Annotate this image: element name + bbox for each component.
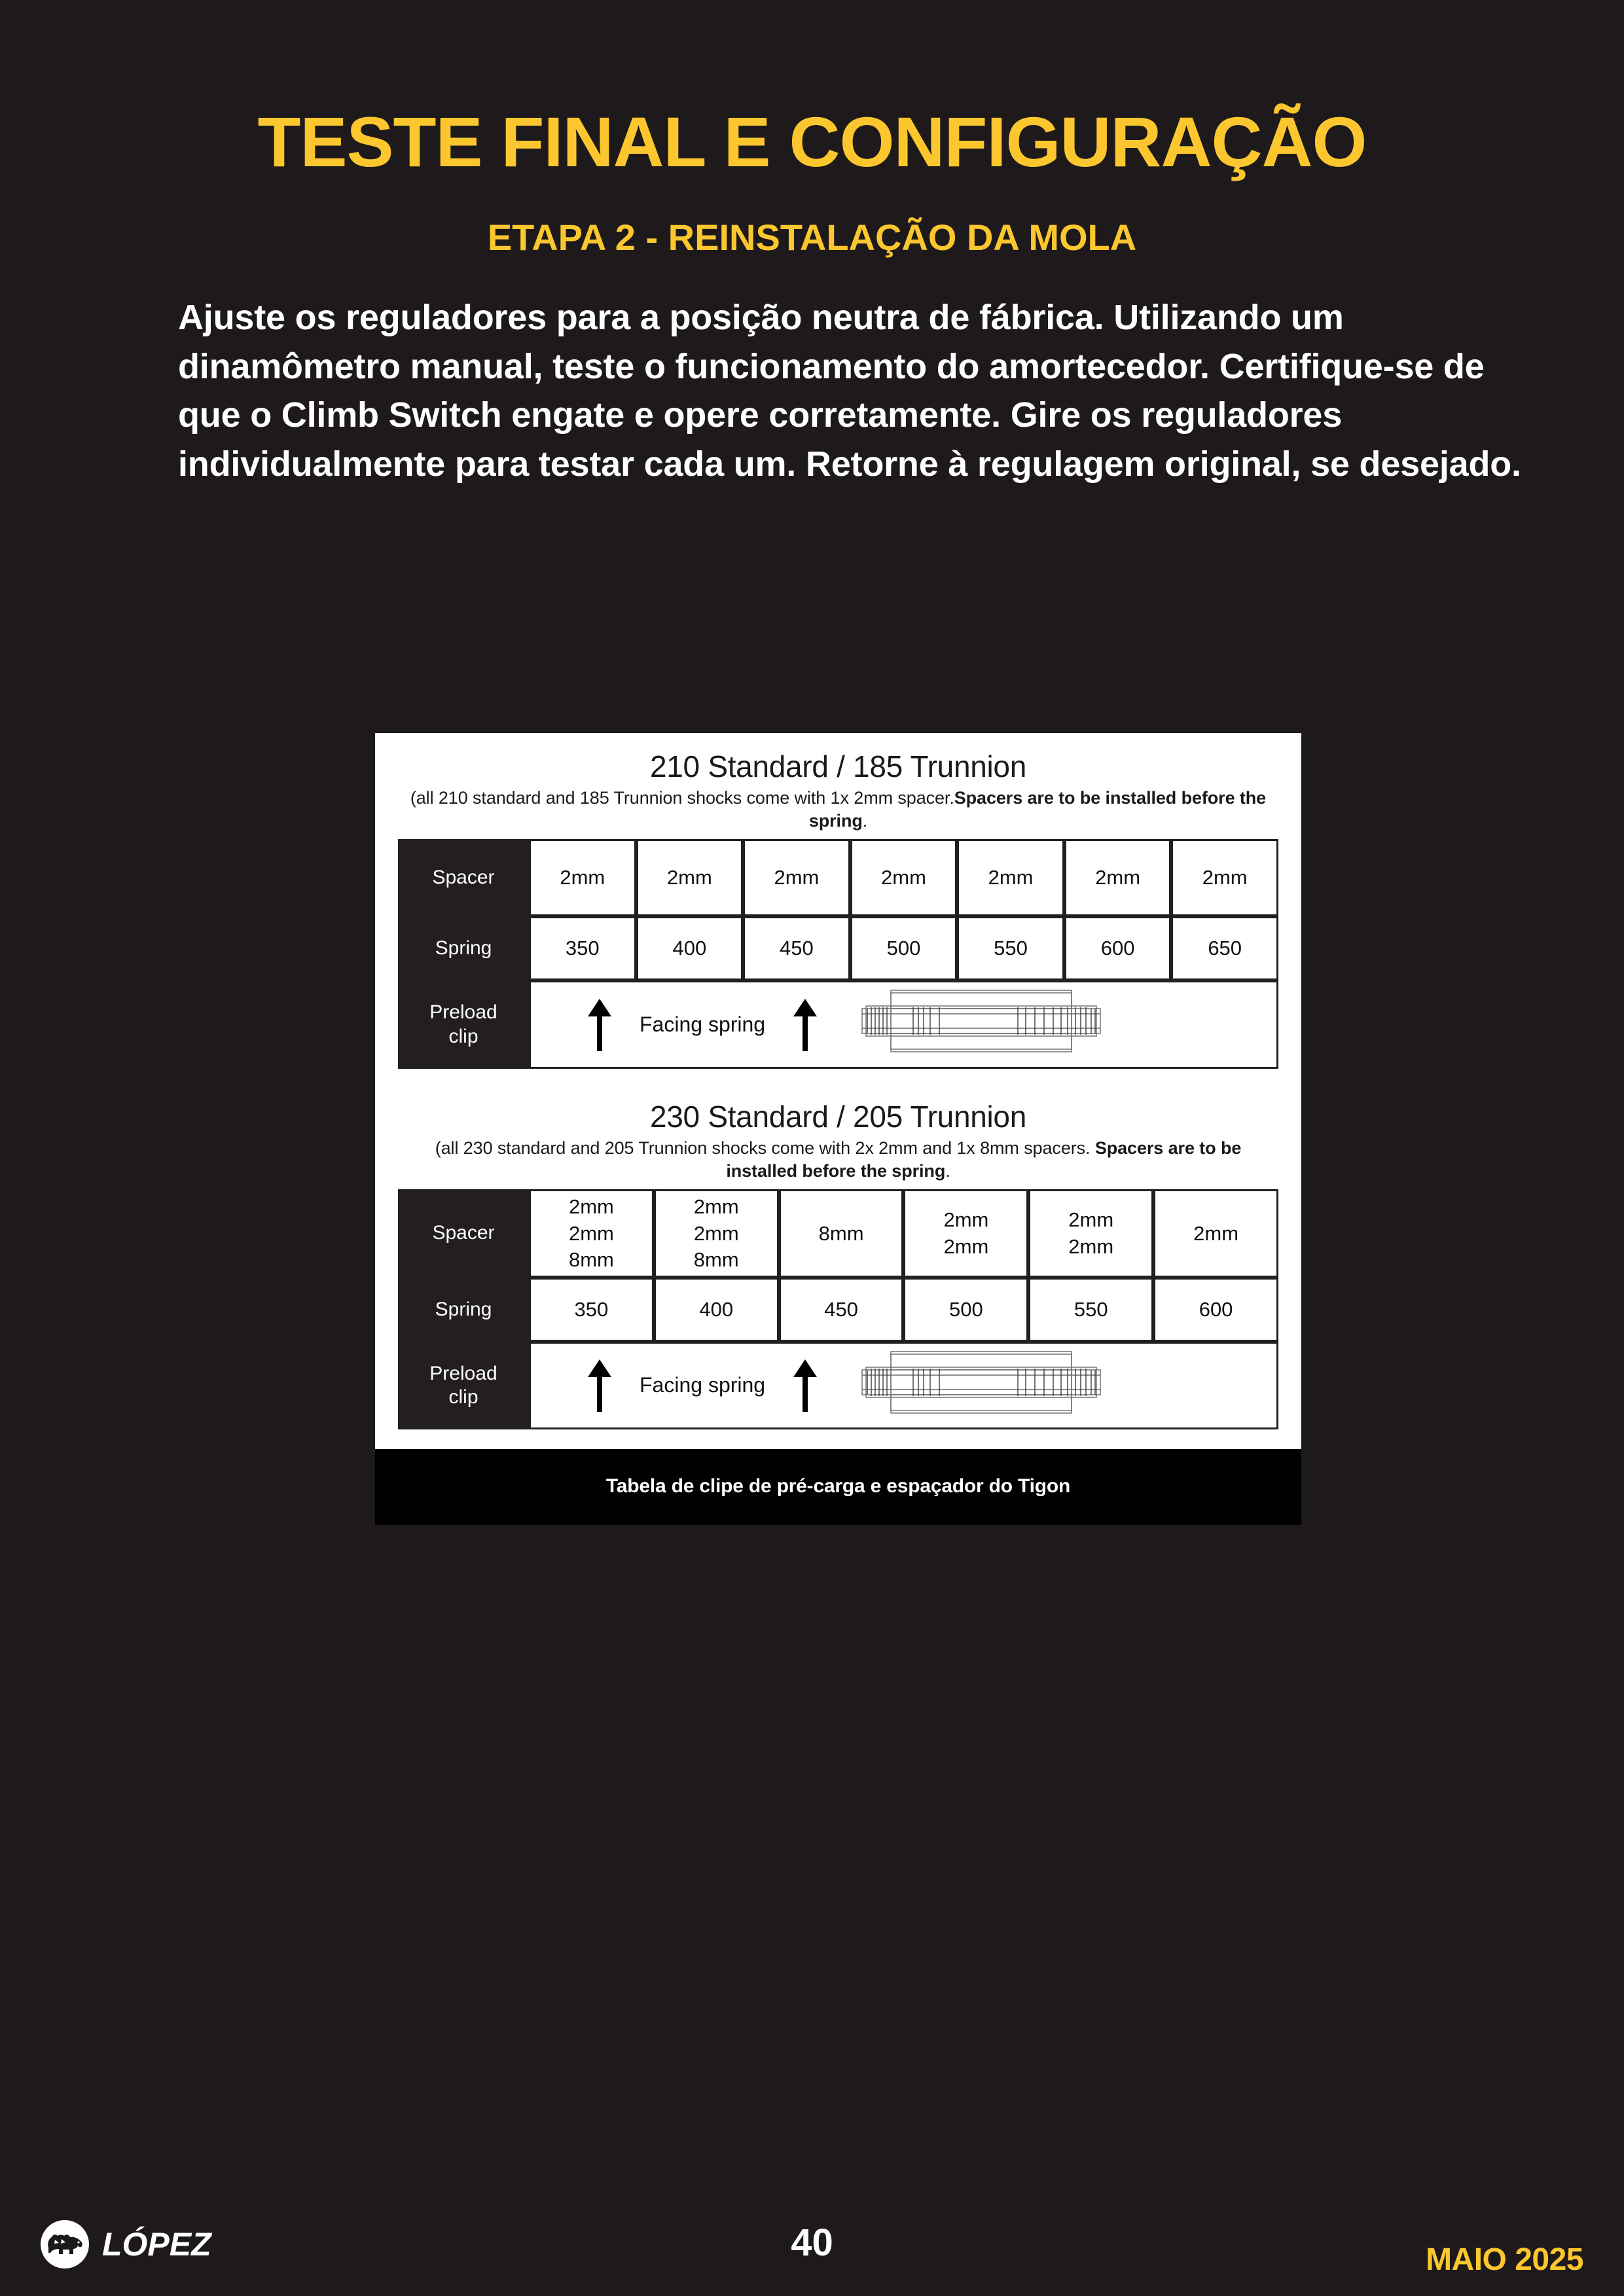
row-label-preload-clip bbox=[398, 980, 529, 1068]
section-note-210 bbox=[400, 787, 1276, 833]
spacer-line: 2mm bbox=[943, 1234, 989, 1258]
page-title: TESTE FINAL E CONFIGURAÇÃO bbox=[257, 102, 1367, 181]
cell-spring: 550 bbox=[957, 916, 1064, 980]
table-row-spacer bbox=[398, 1189, 1278, 1278]
section-note-plain: (all 230 standard and 205 Trunnion shocks come with 2x 2mm and 1x 8mm spacers. bbox=[435, 1138, 1095, 1158]
spec-card-body bbox=[375, 733, 1301, 1449]
cell-spacer bbox=[903, 1189, 1028, 1278]
row-label-spring: Spring bbox=[398, 1278, 529, 1342]
preload-clip-diagram-icon bbox=[857, 982, 1106, 1066]
cell-spring: 650 bbox=[1171, 916, 1278, 980]
section-note-strong: Spacers are to be installed before the spring bbox=[726, 1138, 1242, 1181]
spacer-line: 8mm bbox=[693, 1247, 739, 1271]
page-number: 40 bbox=[791, 2221, 833, 2264]
spacer-line: 8mm bbox=[818, 1221, 864, 1245]
preload-clip-cell bbox=[529, 1342, 1278, 1429]
cell-spring: 450 bbox=[779, 1278, 904, 1342]
spacer-line: 2mm bbox=[943, 1208, 989, 1232]
row-label-preload-line1: Preload bbox=[429, 1362, 497, 1384]
table-row-spring bbox=[398, 916, 1278, 980]
cell-spacer: 2mm bbox=[1064, 839, 1172, 916]
spacer-line: 2mm bbox=[568, 1221, 614, 1245]
footer-date: MAIO 2025 bbox=[1426, 2242, 1583, 2277]
spec-section-230 bbox=[375, 1099, 1301, 1430]
section-title-210: 210 Standard / 185 Trunnion bbox=[649, 749, 1026, 783]
cell-spring: 550 bbox=[1028, 1278, 1153, 1342]
arrow-up-icon bbox=[787, 1357, 823, 1414]
spacer-line: 2mm bbox=[693, 1195, 739, 1219]
brand-name: LÓPEZ bbox=[102, 2226, 211, 2263]
spec-table-210 bbox=[398, 839, 1278, 1068]
spec-card bbox=[375, 733, 1301, 1525]
spec-table-230 bbox=[398, 1189, 1278, 1429]
cell-spring: 500 bbox=[850, 916, 958, 980]
instruction-paragraph: Ajuste os reguladores para a posição neutra de fábrica. Utilizando um dinamômetro manual, teste o funcionamento do amortecedor. Certifique-se de que o Climb Switch engate e opere corretamente. Gire os reguladores individualmente para testar cada um. Retorne à regulagem original, se desejado. bbox=[178, 298, 1521, 484]
cell-spacer: 2mm bbox=[850, 839, 958, 916]
cell-spacer: 2mm bbox=[1171, 839, 1278, 916]
cell-spacer: 2mm bbox=[957, 839, 1064, 916]
page-subtitle: ETAPA 2 - REINSTALAÇÃO DA MOLA bbox=[487, 217, 1137, 258]
cell-spacer bbox=[529, 1189, 654, 1278]
cell-spacer: 2mm bbox=[636, 839, 744, 916]
cell-spacer bbox=[779, 1189, 904, 1278]
cell-spacer: 2mm bbox=[529, 839, 636, 916]
cell-spring: 350 bbox=[529, 916, 636, 980]
section-note-strong: Spacers are to be installed before the spring bbox=[808, 788, 1267, 831]
section-note-plain: (all 210 standard and 185 Trunnion shocks come with 1x 2mm spacer. bbox=[410, 788, 954, 808]
row-label-preload-clip bbox=[398, 1342, 529, 1429]
row-label-preload-line2: clip bbox=[448, 1386, 478, 1408]
cell-spring: 600 bbox=[1153, 1278, 1278, 1342]
spacer-line: 2mm bbox=[1068, 1234, 1114, 1258]
cell-spacer bbox=[1153, 1189, 1278, 1278]
cell-spacer bbox=[654, 1189, 779, 1278]
spacer-line: 2mm bbox=[693, 1221, 739, 1245]
spec-card-caption: Tabela de clipe de pré-carga e espaçador do Tigon bbox=[375, 1449, 1301, 1525]
arrow-up-icon bbox=[582, 1357, 617, 1414]
preload-clip-cell bbox=[529, 980, 1278, 1068]
arrow-up-icon bbox=[582, 997, 617, 1053]
spacer-line: 8mm bbox=[568, 1247, 614, 1271]
table-row-spacer bbox=[398, 839, 1278, 916]
facing-spring-label: Facing spring bbox=[640, 1373, 766, 1397]
section-note-tail: . bbox=[862, 811, 868, 831]
section-note-230 bbox=[400, 1137, 1276, 1183]
row-label-preload-line2: clip bbox=[448, 1025, 478, 1047]
row-label-spacer: Spacer bbox=[398, 839, 529, 916]
arrow-up-icon bbox=[787, 997, 823, 1053]
cell-spacer: 2mm bbox=[743, 839, 850, 916]
section-note-tail: . bbox=[945, 1161, 950, 1181]
cell-spring: 400 bbox=[636, 916, 744, 980]
spacer-line: 2mm bbox=[568, 1195, 614, 1219]
spec-section-210 bbox=[375, 749, 1301, 1069]
spacer-line: 2mm bbox=[1193, 1221, 1239, 1245]
spacer-line: 2mm bbox=[1068, 1208, 1114, 1232]
section-title-230: 230 Standard / 205 Trunnion bbox=[649, 1099, 1026, 1134]
row-label-preload-line1: Preload bbox=[429, 1001, 497, 1023]
preload-clip-diagram-icon bbox=[857, 1344, 1106, 1427]
row-label-spring: Spring bbox=[398, 916, 529, 980]
row-label-spacer: Spacer bbox=[398, 1189, 529, 1278]
cell-spring: 600 bbox=[1064, 916, 1172, 980]
cell-spring: 450 bbox=[743, 916, 850, 980]
table-row-spring bbox=[398, 1278, 1278, 1342]
cell-spring: 400 bbox=[654, 1278, 779, 1342]
table-row-preload-clip bbox=[398, 1342, 1278, 1429]
cell-spacer bbox=[1028, 1189, 1153, 1278]
cell-spring: 500 bbox=[903, 1278, 1028, 1342]
cell-spring: 350 bbox=[529, 1278, 654, 1342]
facing-spring-label: Facing spring bbox=[640, 1012, 766, 1036]
table-row-preload-clip bbox=[398, 980, 1278, 1068]
